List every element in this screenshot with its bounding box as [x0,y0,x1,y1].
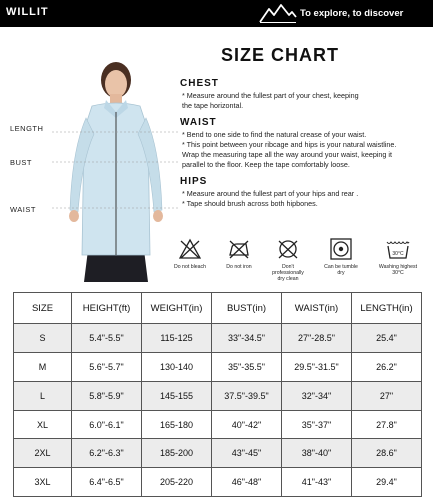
table-cell: 2XL [14,439,72,468]
table-cell: 32"-34" [282,381,352,410]
measurement-instructions [180,78,430,215]
table-cell: 29.4" [352,468,422,497]
table-header-cell: WEIGHT(in) [142,293,212,324]
table-cell: 38"-40" [282,439,352,468]
care-label: Can be tumble dry [324,264,358,277]
table-cell: 27.8" [352,410,422,439]
no-iron-icon [227,238,251,260]
table-cell: 29.5"-31.5" [282,353,352,382]
hips-heading: HIPS [180,176,208,187]
table-header-cell: SIZE [14,293,72,324]
care-label: Don't professionally dry clean [272,264,304,283]
care-label: Do not iron [226,264,252,270]
waist-line: * Bend to one side to find the natural crease of your waist. [182,130,367,139]
waist-line: * This point between your ribcage and hips is your natural waistline. [182,140,397,149]
table-header-row [14,293,422,324]
model-illustration [52,60,180,282]
waist-line: parallel to the floor. Keep the tape comfortably loose. [182,160,350,169]
table-cell: L [14,381,72,410]
care-label: Do not bleach [173,264,206,270]
table-cell: 205-220 [142,468,212,497]
table-cell: 185-200 [142,439,212,468]
table-cell: 28.6" [352,439,422,468]
table-cell: 165-180 [142,410,212,439]
hips-section [180,176,430,209]
table-cell: 40"-42" [212,410,282,439]
chest-line: the tape horizontal. [182,101,244,110]
care-no-bleach [170,238,210,270]
table-cell: 26.2" [352,353,422,382]
waist-label: WAIST [10,205,36,214]
table-row [14,468,422,497]
table-row [14,324,422,353]
table-header-cell: HEIGHT(ft) [72,293,142,324]
hips-line: * Tape should brush across both hipbones. [182,199,318,208]
table-row [14,410,422,439]
waist-section [180,117,430,170]
table-cell: 35"-37" [282,410,352,439]
table-cell: 115-125 [142,324,212,353]
table-cell: 5.8"-5.9" [72,381,142,410]
length-label: LENGTH [10,124,44,133]
care-tumble-dry [321,238,361,276]
care-label: Washing highest 30°C [378,264,418,277]
table-cell: 5.4"-5.5" [72,324,142,353]
table-cell: 5.6"-5.7" [72,353,142,382]
waist-line: Wrap the measuring tape all the way around your waist, keeping it [182,150,393,159]
table-row [14,439,422,468]
table-cell: 130-140 [142,353,212,382]
table-row [14,381,422,410]
table-cell: 6.0"-6.1" [72,410,142,439]
table-header-cell: BUST(in) [212,293,282,324]
table-row [14,353,422,382]
table-cell: 35"-35.5" [212,353,282,382]
table-cell: 27"-28.5" [282,324,352,353]
chest-heading: CHEST [180,78,219,89]
table-cell: 27" [352,381,422,410]
size-table [13,292,422,497]
page-title: SIZE CHART [221,45,339,65]
care-no-iron [219,238,259,270]
table-cell: M [14,353,72,382]
wash-30-icon [386,238,410,260]
wash-temp-text: 30°C [392,251,404,257]
table-cell: 37.5"-39.5" [212,381,282,410]
table-header-cell: WAIST(in) [282,293,352,324]
mountain-logo-icon [259,3,297,24]
care-wash-30 [378,238,418,276]
table-cell: 6.2"-6.3" [72,439,142,468]
table-cell: 25.4" [352,324,422,353]
chest-line: * Measure around the fullest part of your chest, keeping [182,91,359,100]
tagline: To explore, to discover [300,8,404,19]
table-cell: S [14,324,72,353]
no-bleach-icon [178,238,202,260]
hips-line: * Measure around the fullest part of your hips and rear . [182,189,359,198]
brand-logo: WILLIT [6,6,49,18]
tumble-dry-icon [329,238,353,260]
care-no-dry-clean [268,238,308,283]
table-header-cell: LENGTH(in) [352,293,422,324]
table-cell: 43"-45" [212,439,282,468]
table-cell: 33"-34.5" [212,324,282,353]
no-dry-clean-icon [276,238,300,260]
table-cell: 145-155 [142,381,212,410]
table-cell: 6.4"-6.5" [72,468,142,497]
bust-label: BUST [10,158,33,167]
chest-section [180,78,430,111]
table-cell: 3XL [14,468,72,497]
waist-heading: WAIST [180,117,217,128]
table-cell: XL [14,410,72,439]
table-cell: 46"-48" [212,468,282,497]
table-cell: 41"-43" [282,468,352,497]
top-banner [0,0,433,27]
